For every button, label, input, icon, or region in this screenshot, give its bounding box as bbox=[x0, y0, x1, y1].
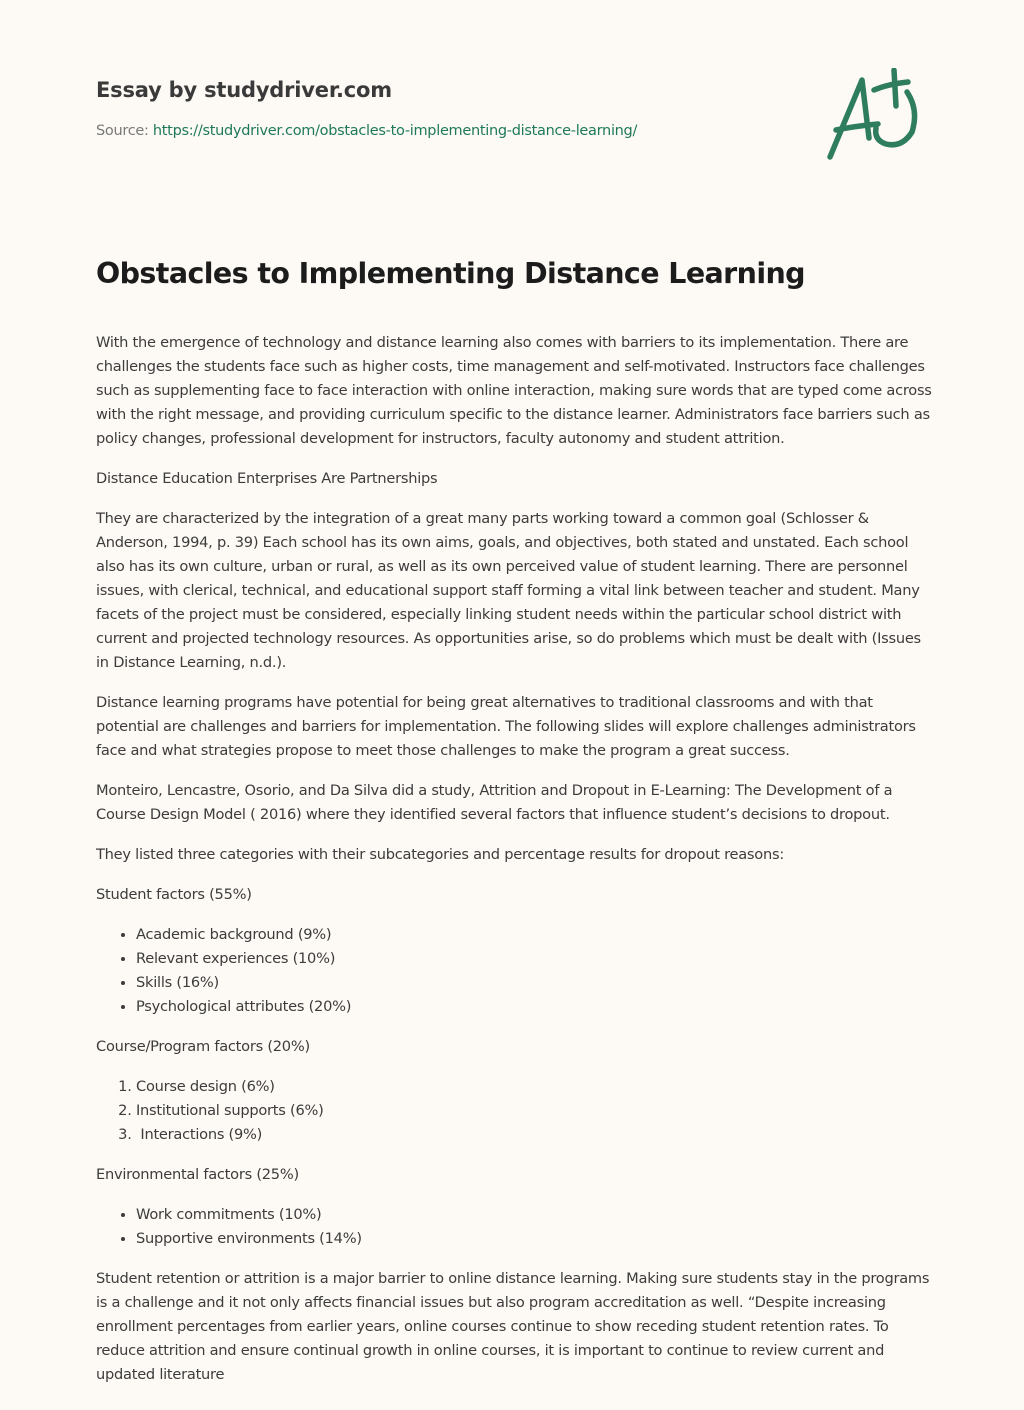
site-title: Essay by studydriver.com bbox=[96, 78, 392, 102]
list-item: • Skills (16%) bbox=[136, 971, 932, 995]
source-line bbox=[96, 121, 796, 141]
list-item: • Academic background (9%) bbox=[136, 923, 932, 947]
environmental-factors-list bbox=[96, 1203, 932, 1251]
list-item: • Relevant experiences (10%) bbox=[136, 947, 932, 971]
list-item: • Psychological attributes (20%) bbox=[136, 995, 932, 1019]
course-factors-list bbox=[96, 1075, 932, 1147]
list-item: 3. Interactions (9%) bbox=[136, 1123, 932, 1147]
retention-paragraph: Student retention or attrition is a major barrier to online distance learning. Making sure students stay in the programs is a challenge and it not only affects financial issues but also program accreditation as well. “Despite increasing enrollment percentages from earlier years, online courses continue to show receding student retention rates. To reduce attrition and ensure continual growth in online courses, it is important to continue to review current and updated literature bbox=[96, 1270, 930, 1383]
list-item: 2. Institutional supports (6%) bbox=[136, 1099, 932, 1123]
section-heading-partnerships: Distance Education Enterprises Are Partnerships bbox=[96, 470, 438, 487]
partnerships-paragraph: They are characterized by the integration of a great many parts working toward a common goal (Schlosser & Anderson, 1994, p. 39) Each school has its own aims, goals, and objectives, both stated and unstated. Each school also has its own culture, urban or rural, as well as its own perceived value of student learning. There are personnel issues, with clerical, technical, and educational support staff forming a vital link between teacher and student. Many facets of the project must be considered, especially linking student needs within the particular school district with current and projected technology resources. As opportunities arise, so do problems which must be dealt with (Issues in Distance Learning, n.d.). bbox=[96, 510, 921, 671]
programs-paragraph: Distance learning programs have potential for being great alternatives to traditional classrooms and with that potential are challenges and barriers for implementation. The following slides will explore challenges administrators face and what strategies propose to meet those challenges to make the program a great success. bbox=[96, 694, 916, 759]
list-item: • Work commitments (10%) bbox=[136, 1203, 932, 1227]
source-label: Source: bbox=[96, 123, 149, 139]
categories-intro: They listed three categories with their subcategories and percentage results for dropout reasons: bbox=[96, 846, 784, 863]
essay-title: Obstacles to Implementing Distance Learning bbox=[96, 257, 805, 290]
environmental-factors-heading: Environmental factors (25%) bbox=[96, 1166, 299, 1183]
list-item: • Supportive environments (14%) bbox=[136, 1227, 932, 1251]
student-factors-list bbox=[96, 923, 932, 1019]
course-factors-heading: Course/Program factors (20%) bbox=[96, 1038, 310, 1055]
student-factors-heading: Student factors (55%) bbox=[96, 886, 252, 903]
list-item: 1. Course design (6%) bbox=[136, 1075, 932, 1099]
study-paragraph: Monteiro, Lencastre, Osorio, and Da Silva did a study, Attrition and Dropout in E-Learning: The Development of a Course Design Model ( 2016) where they identified several factors that influence student’s decisions to dropout. bbox=[96, 782, 893, 823]
a-plus-grade-icon bbox=[822, 68, 926, 164]
source-link[interactable]: https://studydriver.com/obstacles-to-implementing-distance-learning/ bbox=[152, 123, 638, 139]
intro-paragraph: With the emergence of technology and distance learning also comes with barriers to its implementation. There are challenges the students face such as higher costs, time management and self-motivated. Instructors face challenges such as supplementing face to face interaction with online interaction, making sure words that are typed come across with the right message, and providing curriculum specific to the distance learner. Administrators face barriers such as policy changes, professional development for instructors, faculty autonomy and student attrition. bbox=[96, 334, 932, 447]
page-header bbox=[96, 76, 796, 141]
essay-content bbox=[96, 254, 932, 1403]
